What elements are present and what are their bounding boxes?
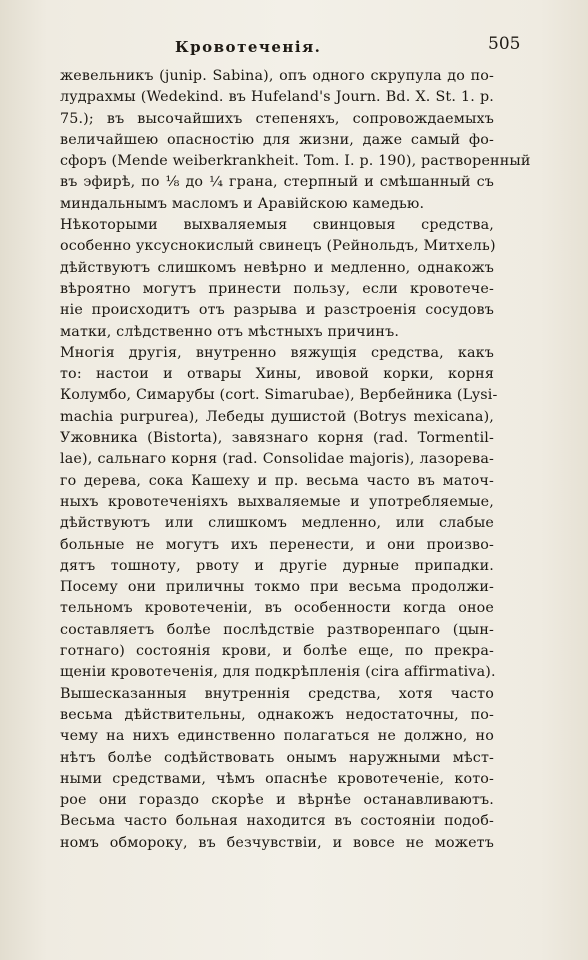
text-line: Нѣкоторыми выхваляемыя свинцовыя средства, <box>60 217 494 234</box>
text-line: дѣйствуютъ слишкомъ невѣрно и медленно, однакожъ <box>60 259 494 276</box>
text-line: больные не могутъ ихъ перенести, и они произво- <box>60 536 494 553</box>
text-line: весьма дѣйствительны, однакожъ недостаточны, по- <box>60 706 494 723</box>
text-line: 75.); въ высочайшихъ степеняхъ, сопровождаемыхъ <box>60 110 494 127</box>
text-line: Многія другія, внутренно вяжущія средства, какъ <box>60 344 494 361</box>
text-line: ныхъ кровотеченіяхъ выхваляемые и употребляемые, <box>60 493 494 510</box>
text-line: щеніи кровотеченія, для подкрѣпленія (cira affirmativa). <box>60 664 496 681</box>
text-line: матки, слѣдственно отъ мѣстныхъ причинъ. <box>60 323 400 340</box>
text-line: жевельникъ (junip. Sabina), опъ одного скрупула до по- <box>60 68 494 84</box>
text-line: ными средствами, чѣмъ опаснѣе кровотеченіе, кото- <box>60 770 494 787</box>
text-line: особенно уксуснокислый свинецъ (Рейнольдъ, Митхель) <box>60 238 496 255</box>
page-header <box>0 34 588 60</box>
text-line: тельномъ кровотеченіи, въ особенности когда оное <box>60 600 494 617</box>
text-line: чему на нихъ единственно полагаться не должно, но <box>60 728 494 745</box>
text-line: нѣтъ болѣе содѣйствовать онымъ наружными мѣст- <box>60 749 494 766</box>
text-line: ніе происходитъ отъ разрыва и разстроенія сосудовъ <box>60 302 494 319</box>
text-line: миндальнымъ масломъ и Аравійскою камедью. <box>60 195 425 212</box>
text-line: Посему они приличны токмо при весьма продолжи- <box>60 579 494 596</box>
page-number: 505 <box>488 34 521 54</box>
text-line: Весьма часто больная находится въ состояніи подоб- <box>60 813 494 830</box>
text-line: вѣроятно могутъ принести пользу, если кровотече- <box>60 280 494 297</box>
body-text <box>60 66 531 854</box>
text-line: дѣйствуютъ или слишкомъ медленно, или слабые <box>60 515 494 532</box>
text-line: рое они гораздо скорѣе и вѣрнѣе останавливаютъ. <box>60 792 494 809</box>
text-line: Вышесказанныя внутреннія средства, хотя часто <box>60 685 494 702</box>
text-line: дятъ тошноту, рвоту и другіе дурные припадки. <box>60 557 494 574</box>
text-line: номъ обмороку, въ безчувствіи, и вовсе не можетъ <box>60 834 494 851</box>
running-title: Кровотеченія. <box>175 38 322 56</box>
text-line: lae), сальнаго корня (rad. Consolidae majoris), лазорева- <box>60 451 494 468</box>
text-line: составляетъ болѣе послѣдствіе разтворенпаго (цын- <box>60 621 494 638</box>
text-line: въ эфирѣ, по ⅛ до ¼ грана, стерпный и смѣшанный съ <box>60 174 494 191</box>
text-line: Ужовника (Bistorta), завязнаго корня (rad. Tormentil- <box>60 430 494 447</box>
text-line: Колумбо, Симарубы (cort. Simarubae), Вербейника (Lysi- <box>60 387 498 404</box>
text-line: го дерева, сока Кашеху и пр. весьма часто въ маточ- <box>60 472 494 489</box>
text-line: лудрахмы (Wedekind. въ Hufeland's Journ. Bd. X. St. 1. p. <box>60 89 494 106</box>
text-line: готнаго) состоянія крови, и болѣе еще, по прекра- <box>60 643 494 660</box>
text-line: то: настои и отвары Хины, ивовой корки, корня <box>60 366 494 383</box>
text-line: величайшею опасностію для жизни, даже самый фо- <box>60 131 494 148</box>
text-line: сфоръ (Mende weiberkrankheit. Tom. I. p. 190), растворенный <box>60 153 531 170</box>
text-line: machia purpurea), Лебеды душистой (Botrys mexicana), <box>60 408 494 425</box>
